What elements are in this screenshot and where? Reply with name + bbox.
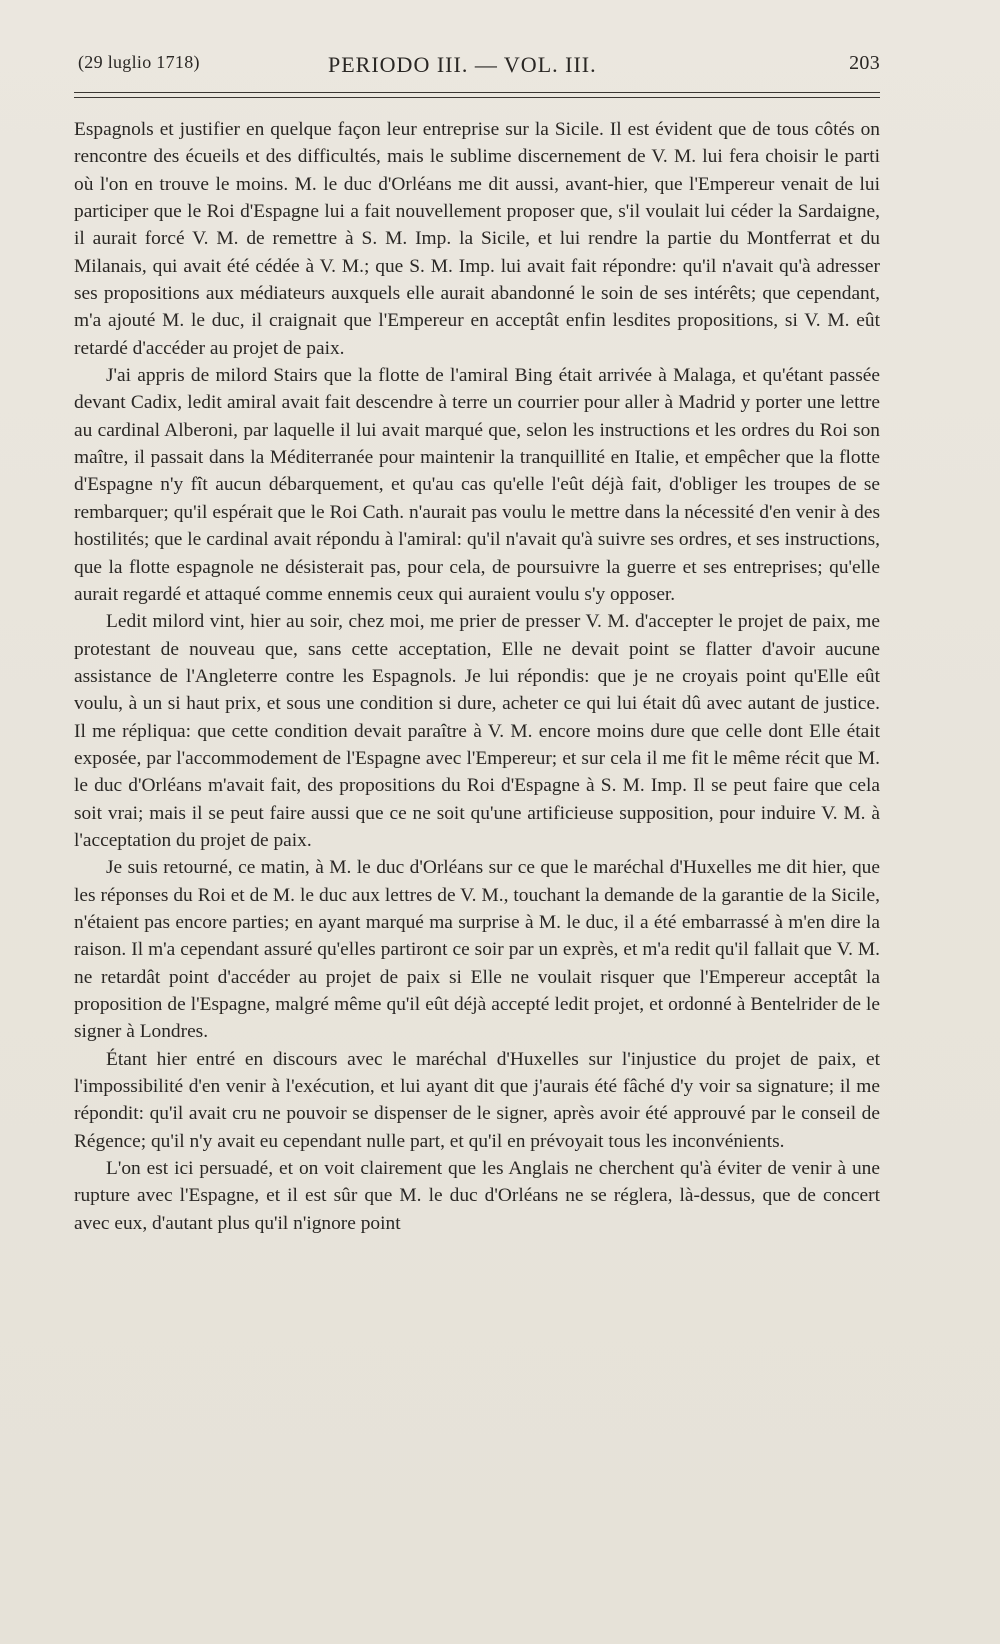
header-date: (29 luglio 1718)	[78, 52, 200, 72]
page-number: 203	[849, 52, 880, 74]
paragraph-continuation: Espagnols et justifier en quelque façon leur entreprise sur la Sicile. Il est évident que de tous côtés on rencontre des écueils et des difficultés, mais le sublime discernement de V. M. lui fera choisir le parti où l'on en trouve le moins. M. le duc d'Orléans me dit aussi, avant-hier, que l'Empereur venait de lui participer que le Roi d'Espagne lui a fait nouvellement proposer que, s'il voulait lui céder la Sardaigne, il aurait forcé V. M. de remettre à S. M. Imp. la Sicile, et lui rendre la partie du Montferrat et du Milanais, qui avait été cédée à V. M.; que S. M. Imp. lui avait fait répondre: qu'il n'avait qu'à adresser ses propositions aux médiateurs auxquels elle aurait abandonné le soin de ses intérêts; que cependant, m'a ajouté M. le duc, il craignait que l'Empereur en acceptât enfin lesdites propositions, si V. M. eût retardé d'accéder au projet de paix.	[74, 119, 880, 359]
header-rule-thick	[74, 92, 880, 93]
paragraph: Étant hier entré en discours avec le maréchal d'Huxelles sur l'injustice du projet de paix, et l'impossibilité d'en venir à l'exécution, et lui ayant dit que j'aurais été fâché d'y voir sa signature; il me répondit: qu'il avait cru ne pouvoir se dispenser de le signer, après avoir été approuvé par le conseil de Régence; qu'il n'y avait eu cependant nulle part, et qu'il en prévoyait tous les inconvénients.	[74, 1048, 880, 1152]
header-title: PERIODO III. — VOL. III.	[328, 52, 597, 77]
paragraph: L'on est ici persuadé, et on voit clairement que les Anglais ne cherchent qu'à éviter de venir à une rupture avec l'Espagne, et il est sûr que M. le duc d'Orléans ne se réglera, là-dessus, que de concert avec eux, d'autant plus qu'il n'ignore point	[74, 1158, 880, 1234]
body-text	[74, 116, 880, 1237]
header-rule-thin	[74, 97, 880, 98]
paragraph: Je suis retourné, ce matin, à M. le duc d'Orléans sur ce que le maréchal d'Huxelles me dit hier, que les réponses du Roi et de M. le duc aux lettres de V. M., touchant la demande de la garantie de la Sicile, n'étaient pas encore parties; en ayant marqué ma surprise à M. le duc, il a été embarrassé à m'en dire la raison. Il m'a cependant assuré qu'elles partiront ce soir par un exprès, et m'a redit qu'il fallait que V. M. ne retardât point d'accéder au projet de paix si Elle ne voulait risquer que l'Empereur acceptât la proposition de l'Espagne, malgré même qu'il eût déjà accepté ledit projet, et ordonné à Bentelrider de le signer à Londres.	[74, 857, 880, 1043]
paragraph: J'ai appris de milord Stairs que la flotte de l'amiral Bing était arrivée à Malaga, et qu'étant passée devant Cadix, ledit amiral avait fait descendre à terre un courrier pour aller à Madrid y porter une lettre au cardinal Alberoni, par laquelle il lui avait marqué que, selon les instructions et les ordres du Roi son maître, il passait dans la Méditerranée pour maintenir la tranquillité en Italie, et empêcher que la flotte d'Espagne n'y fît aucun débarquement, et qu'au cas qu'elle l'eût déjà fait, d'obliger les troupes de se rembarquer; qu'il espérait que le Roi Cath. n'aurait pas voulu le mettre dans la nécessité d'en venir à des hostilités; que le cardinal avait répondu à l'amiral: qu'il n'avait qu'à suivre ses ordres, et ses instructions, que la flotte espagnole ne désisterait pas, pour cela, de poursuivre la guerre et ses entreprises; qu'elle aurait regardé et attaqué comme ennemis ceux qui auraient voulu s'y opposer.	[74, 365, 880, 605]
paragraph: Ledit milord vint, hier au soir, chez moi, me prier de presser V. M. d'accepter le projet de paix, me protestant de nouveau que, sans cette acceptation, Elle ne devait point se flatter d'avoir aucune assistance de l'Angleterre contre les Espagnols. Je lui répondis: que je ne croyais point qu'Elle eût voulu, à un si haut prix, et sous une condition si dure, acheter ce qui lui était dû avec autant de justice. Il me répliqua: que cette condition devait paraître à V. M. encore moins dure que celle dont Elle était exposée, par l'accommodement de l'Espagne avec l'Empereur; et sur cela il me fit le même récit que M. le duc d'Orléans m'avait fait, des propositions du Roi d'Espagne à S. M. Imp. Il se peut faire que cela soit vrai; mais il se peut faire aussi que ce ne soit qu'une artificieuse supposition, pour induire V. M. à l'acceptation du projet de paix.	[74, 611, 880, 851]
running-header	[74, 52, 880, 82]
